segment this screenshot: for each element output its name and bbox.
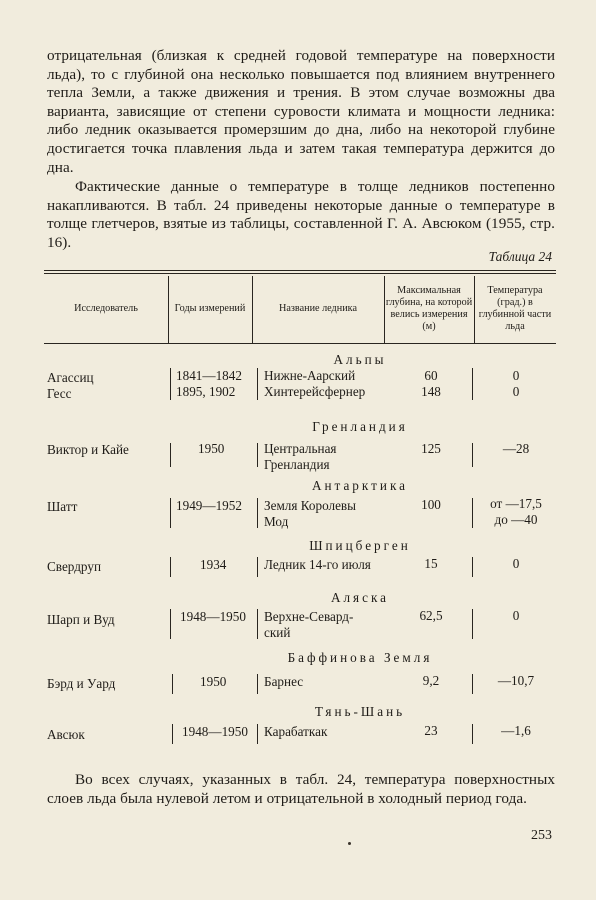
column-bar [170,368,171,400]
column-bar [257,557,258,577]
cell-years: 1950 [198,441,225,456]
cell-researcher: Бэрд и Уард [47,676,116,691]
cell-temperature: —1,6 [501,723,531,738]
cell-researcher: Свердруп [47,559,101,574]
header-divider [474,276,475,343]
header-divider [168,276,169,343]
cell-researcher: Шатт [47,499,78,514]
cell-depth: 15 [424,556,438,571]
cell-temperature: —10,7 [497,673,535,688]
page-number: 253 [531,828,552,843]
cell-years: 1948—1950 [182,724,248,739]
column-bar [170,557,171,577]
print-speck [348,842,351,845]
cell-years: 1948—1950 [180,609,246,624]
cell-researcher: Авсюк [47,727,85,742]
column-bar [472,498,473,528]
cell-years: 1934 [200,557,227,572]
cell-depth: 62,5 [419,608,443,623]
cell-depth: 100 [421,497,441,512]
cell-temperature: —28 [502,441,530,456]
column-bar [257,674,258,694]
column-bar [257,498,258,528]
column-bar [170,609,171,639]
column-bar [257,724,258,744]
cell-glacier-name: Нижне-Аарский Хинтерейсфернер [264,368,366,399]
column-bar [472,368,473,400]
cell-years: 1841—1842 1895, 1902 [176,368,242,399]
cell-glacier-name: Земля Королевы Мод [264,498,357,529]
region-heading: Баффинова Земля [287,650,433,665]
cell-researcher: Шарп и Вуд [47,612,115,627]
cell-glacier-name: Ледник 14-го июля [264,557,371,572]
cell-years: 1950 [200,674,227,689]
column-bar [472,443,473,467]
column-bar [257,443,258,467]
cell-temperature: 0 [512,556,520,571]
cell-years: 1949—1952 [176,498,242,513]
region-heading: Шпицберген [309,538,411,553]
column-bar [172,674,173,694]
header-divider [252,276,253,343]
header-max-depth: Максимальная глубина, на которой велись измерения (м) [385,285,473,332]
column-bar [172,724,173,744]
header-researcher: Исследователь [74,303,138,314]
cell-glacier-name: Барнес [264,674,304,689]
cell-researcher: Агассиц Гесс [47,370,94,401]
table-top-rule [44,270,556,271]
column-bar [472,609,473,639]
region-heading: Альпы [333,352,387,367]
column-bar [170,443,171,467]
cell-researcher: Виктор и Кайе [47,442,129,457]
region-heading: Антарктика [311,478,409,493]
region-heading: Аляска [330,590,390,605]
text-paragraph-1: отрицательная (близкая к средней годовой температуре на поверхности льда), то с глубиной она несколько повышается под влиянием внутреннего тепла Земли, а также движения и трения. В этом случае возможны два варианта, зависящие от степени суровости климата и мощности ледника: либо ледник оказывается промерзшим до дна, либо на некоторой глубине достигается точка плавления льда и затем такая температура держится до дна. [47,47,555,176]
cell-temperature: 0 [512,608,520,623]
cell-depth: 23 [424,723,438,738]
column-bar [472,557,473,577]
region-heading: Гренландия [312,419,408,434]
column-bar [472,674,473,694]
cell-glacier-name: Центральная Гренландия [264,441,337,472]
text-paragraph-3: Во всех случаях, указанных в табл. 24, температура поверхностных слоев льда была нулевой летом и отрицательной в холодный период года. [47,771,555,807]
column-bar [472,724,473,744]
header-glacier-name: Название ледника [279,303,357,314]
text-paragraph-2: Фактические данные о температуре в толще ледников постепенно накапливаются. В табл. 24 приведены некоторые данные о температуре в толще глетчеров, взятые из таблицы, составленной Г. А. Авсюком (1955, стр. 16). [47,178,555,251]
column-bar [170,498,171,528]
header-temperature: Температура (град.) в глубинной части льда [478,285,552,332]
cell-glacier-name: Верхне-Севард- ский [264,609,354,640]
cell-glacier-name: Карабаткак [264,724,328,739]
region-heading: Тянь-Шань [314,704,406,719]
cell-depth: 9,2 [422,673,440,688]
cell-temperature: 0 0 [512,368,520,399]
table-header-rule [44,343,556,344]
column-bar [257,368,258,400]
header-divider [384,276,385,343]
table-label: Таблица 24 [488,249,552,264]
cell-depth: 125 [421,441,441,456]
cell-depth: 60 148 [421,368,441,399]
header-years: Годы измерений [174,303,246,314]
table-top-rule-double [44,273,556,274]
column-bar [257,609,258,639]
cell-temperature: от —17,5 до —40 [490,496,542,527]
